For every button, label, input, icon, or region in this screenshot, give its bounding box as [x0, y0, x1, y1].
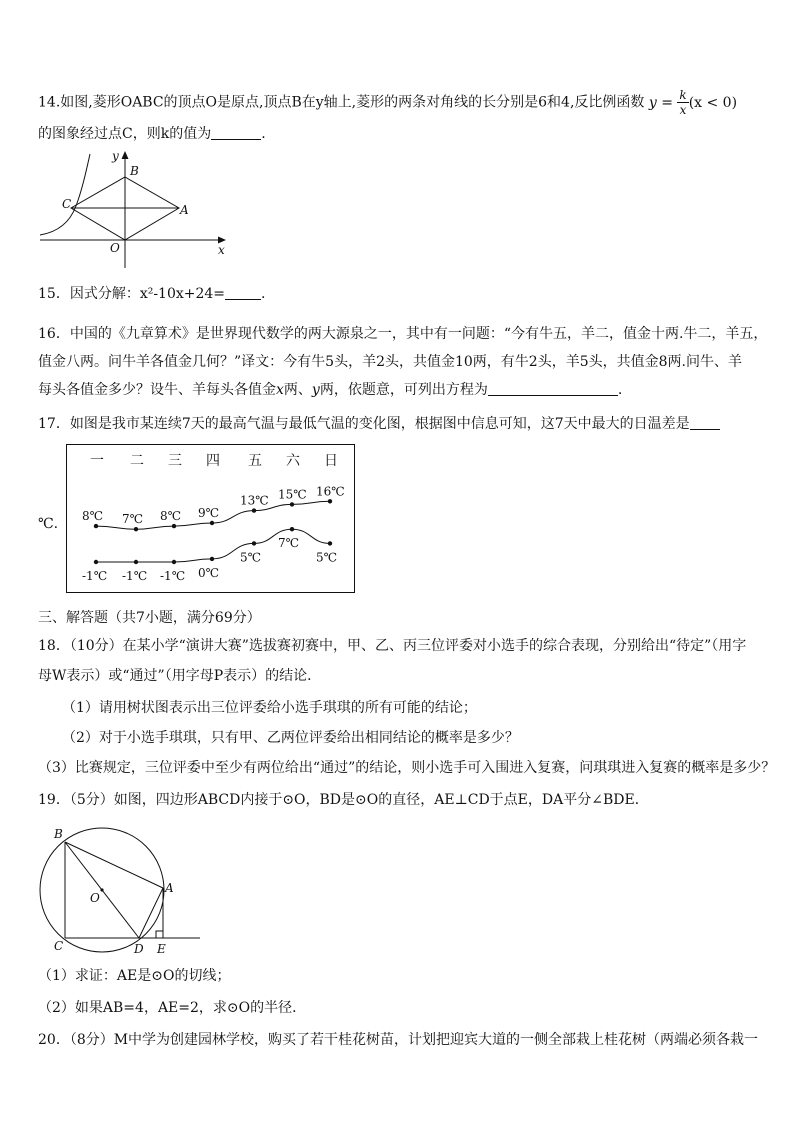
q14-answer-blank	[211, 125, 261, 140]
point-b-label: B	[130, 164, 139, 178]
low-temp-point	[252, 541, 256, 545]
q14-fraction: $\frac{k}{x}$	[679, 88, 687, 117]
center-o-label: O	[90, 891, 100, 905]
day-label: 五	[248, 453, 262, 469]
q17-line: 17．如图是我市某连续7天的最高气温与最低气温的变化图，根据图中信息可知，这7天中最大的日温差是	[38, 414, 768, 434]
q18-sub2: （2）对于小选手琪琪，只有甲、乙两位评委给出相同结论的概率是多少？	[62, 730, 519, 746]
low-temp-point	[172, 560, 176, 564]
high-temp-point	[94, 524, 98, 528]
point-a-label: A	[180, 203, 189, 217]
point-b-label: B	[54, 827, 63, 841]
point-d-label: D	[134, 942, 144, 956]
section-3-title: 三、解答题（共7小题，满分69分）	[38, 610, 261, 626]
high-temp-label: 7℃	[122, 512, 144, 527]
temperature-chart	[66, 444, 356, 594]
low-temp-label: -1℃	[122, 569, 148, 583]
low-temp-point	[328, 541, 332, 545]
low-temp-label: -1℃	[82, 569, 108, 583]
q15-answer-blank	[225, 285, 261, 300]
point-e-label: E	[157, 942, 166, 956]
high-temp-label: 16℃	[316, 484, 345, 499]
low-temp-label: 5℃	[240, 550, 262, 565]
high-temp-point	[210, 521, 214, 525]
q14-rhombus-figure	[36, 148, 236, 272]
low-temp-label: 0℃	[198, 565, 220, 580]
low-temp-point	[94, 560, 98, 564]
high-temp-point	[328, 499, 332, 503]
low-temp-label: 5℃	[316, 550, 338, 565]
high-temp-point	[290, 502, 294, 506]
q14-function: y = $\frac{k}{x}$ (x < 0)	[648, 88, 738, 117]
y-axis-label: y	[112, 149, 119, 163]
low-temp-label: 7℃	[278, 536, 300, 551]
q19-circle-figure	[36, 822, 216, 962]
q18-line1: 18．（10分）在某小学“演讲大赛”选拔赛初赛中，甲、乙、丙三位评委对小选手的综合表现，分别给出“待定”（用字	[38, 638, 747, 654]
day-label: 日	[324, 453, 338, 469]
q16-line3: 每头各值金多少？设牛、羊每头各值金x两、y两，依题意，可列出方程为 .	[38, 382, 623, 398]
q18-sub1: （1）请用树状图表示出三位评委给小选手琪琪的所有可能的结论；	[62, 700, 477, 716]
day-label: 四	[206, 453, 220, 469]
q14-line2: 的图象经过点C，则k的值为 .	[38, 126, 266, 142]
q15-line: 15．因式分解：x²-10x+24= .	[38, 286, 266, 302]
low-temp-label: -1℃	[160, 569, 186, 583]
point-c-label: C	[54, 939, 64, 953]
q20-line1: 20．（8分）M中学为创建园林学校，购买了若干桂花树苗，计划把迎宾大道的一侧全部栽上桂花树（两端必须各栽一	[38, 1032, 759, 1048]
high-temp-point	[252, 508, 256, 512]
day-label: 二	[130, 453, 144, 469]
q18-line2: 母W表示）或“通过”（用字母P表示）的结论．	[38, 668, 322, 684]
high-temp-label: 8℃	[82, 509, 104, 524]
low-temp-point	[210, 557, 214, 561]
q19-line1: 19．（5分）如图，四边形ABCD内接于⊙O，BD是⊙O的直径，AE⊥CD于点E，DA平分∠BDE．	[38, 792, 649, 808]
high-temp-label: 8℃	[160, 509, 182, 524]
high-temp-label: 9℃	[198, 506, 220, 520]
q16-line2: 值金八两。问牛羊各值金几何？”译文：今有牛5头，羊2头，共值金10两，有牛2头，羊5头，共值金8两.问牛、羊	[38, 354, 742, 370]
q17-answer-blank	[690, 415, 720, 430]
day-label: 三	[168, 453, 182, 469]
low-temp-point	[134, 560, 138, 564]
q19-sub2: （2）如果AB=4，AE=2，求⊙O的半径．	[38, 1000, 307, 1016]
low-temp-point	[290, 527, 294, 531]
q14-text: 14.如图,菱形OABC的顶点O是原点,顶点B在y轴上,菱形的两条对角线的长分别是6和4,反比例函数	[38, 94, 645, 111]
q18-sub3: （3）比赛规定，三位评委中至少有两位给出“通过”的结论，则小选手可入围进入复赛，问琪琪进入复赛的概率是多少？	[38, 760, 776, 776]
q14-line1	[38, 88, 768, 117]
q17-unit: ℃.	[38, 516, 59, 532]
origin-label: O	[110, 241, 120, 255]
day-label: 一	[90, 453, 104, 469]
high-temp-label: 13℃	[240, 493, 269, 508]
point-c-label: C	[62, 197, 72, 211]
point-a-label: A	[165, 881, 174, 895]
day-label: 六	[286, 453, 300, 469]
x-axis-label: x	[218, 243, 225, 257]
high-temp-label: 15℃	[278, 487, 307, 502]
high-temp-point	[172, 524, 176, 528]
q16-answer-blank	[488, 381, 618, 396]
q19-sub1: （1）求证：AE是⊙O的切线；	[38, 968, 231, 984]
high-temp-point	[134, 527, 138, 531]
q16-line1: 16．中国的《九章算术》是世界现代数学的两大源泉之一，其中有一问题：“今有牛五，羊二，值金十两.牛二，羊五，	[38, 326, 768, 342]
